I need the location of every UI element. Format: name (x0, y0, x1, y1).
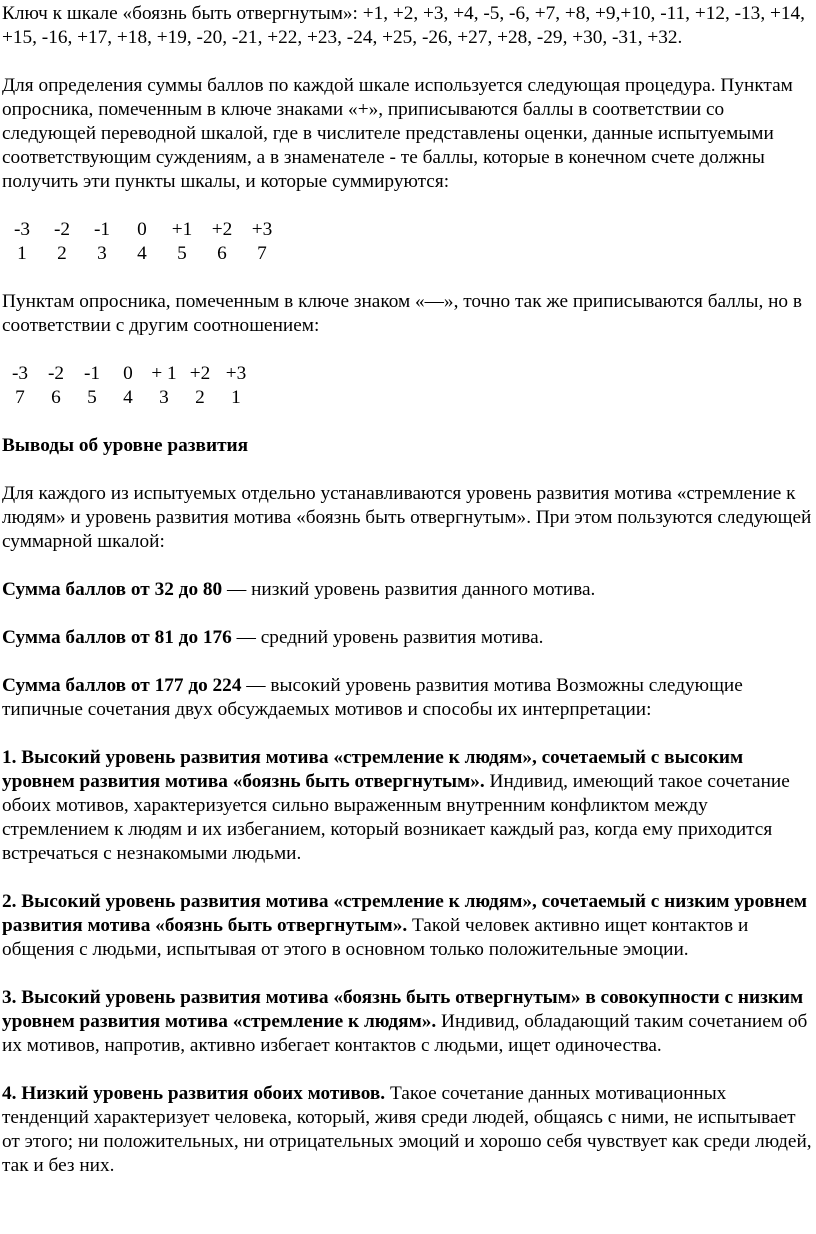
combination-title: 4. Низкий уровень развития обоих мотивов. (2, 1083, 386, 1104)
scale-minus-bottom-row (2, 386, 254, 410)
scale-cell: 4 (123, 387, 133, 408)
scale-cell: 2 (195, 387, 205, 408)
combination-description: Индивид, имеющий такое сочетание обоих мотивов, характеризуется сильно выраженным внутренним конфликтом между стремлением к людям и их избеганием, который возникает каждый раз, когда ему приходится встречаться с незнакомыми людьми. (2, 771, 790, 864)
combination-3 (2, 986, 814, 1058)
scale-cell: 1 (231, 387, 241, 408)
procedure-paragraph: Для определения суммы баллов по каждой шкале используется следующая процедура. Пунктам опросника, помеченным в ключе знаками «+», приписываются баллы в соответствии со следующей переводной шкалой, где в числителе представлены оценки, данные испытуемыми соответствующим суждениям, а в знаменателе - те баллы, которые в конечном счете должны получить эти пункты шкалы, и которые суммируются: (2, 75, 793, 192)
level-range: Сумма баллов от 177 до 224 (2, 675, 242, 696)
level-range: Сумма баллов от 81 до 176 (2, 627, 232, 648)
scale-cell: 6 (217, 243, 227, 264)
scale-cell: +3 (251, 219, 273, 240)
combination-1 (2, 746, 814, 866)
combination-title: 2. Высокий уровень развития мотива «стремление к людям», сочетаемый с низким уровнем развития мотива «боязнь быть отвергнутым». (2, 891, 808, 936)
combination-4 (2, 1082, 814, 1178)
scale-cell: +3 (225, 363, 247, 384)
scale-cell: -1 (83, 363, 101, 384)
scale-cell: +2 (211, 219, 233, 240)
scale-plus-top-row (2, 218, 282, 242)
scale-cell: 7 (257, 243, 267, 264)
scale-cell: 4 (137, 243, 147, 264)
level-range: Сумма баллов от 32 до 80 (2, 579, 223, 600)
level-medium (2, 626, 814, 650)
level-description: — высокий уровень развития мотива Возможны следующие типичные сочетания двух обсуждаемых мотивов и способы их интерпретации: (2, 675, 743, 720)
combination-description: Такое сочетание данных мотивационных тенденций характеризует человека, который, живя среди людей, общаясь с ними, не испытывает от этого; ни положительных, ни отрицательных эмоций и хорошо себя чувствует как среди людей, так и без них. (2, 1083, 812, 1176)
level-description: — средний уровень развития мотива. (231, 627, 544, 648)
combination-description: Такой человек активно ищет контактов и общения с людьми, испытывая от этого в основном только положительные эмоции. (2, 915, 749, 960)
conclusions-heading (2, 434, 814, 458)
scale-cell: -2 (53, 219, 71, 240)
scale-cell: +1 (171, 219, 193, 240)
scale-cell: 5 (177, 243, 187, 264)
scale-cell: 6 (51, 387, 61, 408)
scale-plus-table (2, 218, 282, 266)
scale-cell: 0 (123, 363, 133, 384)
key-paragraph: Ключ к шкале «боязнь быть отвергнутым»: +1, +2, +3, +4, -5, -6, +7, +8, +9,+10, -11, +12, -13, +14, +15, -16, +17, +18, +19, -20, -21, +22, +23, -24, +25, -26, +27, +28, -29, +30, -31, +32. (2, 3, 805, 48)
scale-minus-table (2, 362, 254, 410)
scale-cell: 0 (137, 219, 147, 240)
combination-title: 1. Высокий уровень развития мотива «стремление к людям», сочетаемый с высоким уровнем развития мотива «боязнь быть отвергнутым». (2, 747, 744, 792)
scale-cell: -3 (11, 363, 29, 384)
level-low (2, 578, 814, 602)
scale-cell: 3 (97, 243, 107, 264)
minus-paragraph: Пунктам опросника, помеченным в ключе знаком «—», точно так же приписываются баллы, но в соответствии с другим соотношением: (2, 291, 803, 336)
conclusions-heading-text: Выводы об уровне развития (2, 435, 249, 456)
level-high (2, 674, 814, 722)
combination-2 (2, 890, 814, 962)
level-description: — низкий уровень развития данного мотива. (222, 579, 596, 600)
scale-cell: -1 (93, 219, 111, 240)
scale-cell: + 1 (151, 363, 177, 384)
scale-cell: 1 (17, 243, 27, 264)
scale-cell: 5 (87, 387, 97, 408)
scale-cell: -3 (13, 219, 31, 240)
scale-cell: 2 (57, 243, 67, 264)
scale-cell: 3 (159, 387, 169, 408)
scale-plus-bottom-row (2, 242, 282, 266)
combination-description: Индивид, обладающий таким сочетанием об их мотивов, напротив, активно избегает контактов с людьми, ищет одиночества. (2, 1011, 808, 1056)
conclusions-intro: Для каждого из испытуемых отдельно устанавливаются уровень развития мотива «стремление к людям» и уровень развития мотива «боязнь быть отвергнутым». При этом пользуются следующей суммарной шкалой: (2, 483, 812, 552)
combination-title: 3. Высокий уровень развития мотива «боязнь быть отвергнутым» в совокупности с низким уровнем развития мотива «стремление к людям». (2, 987, 804, 1032)
scale-cell: +2 (189, 363, 211, 384)
scale-cell: -2 (47, 363, 65, 384)
scale-cell: 7 (15, 387, 25, 408)
scale-minus-top-row (2, 362, 254, 386)
